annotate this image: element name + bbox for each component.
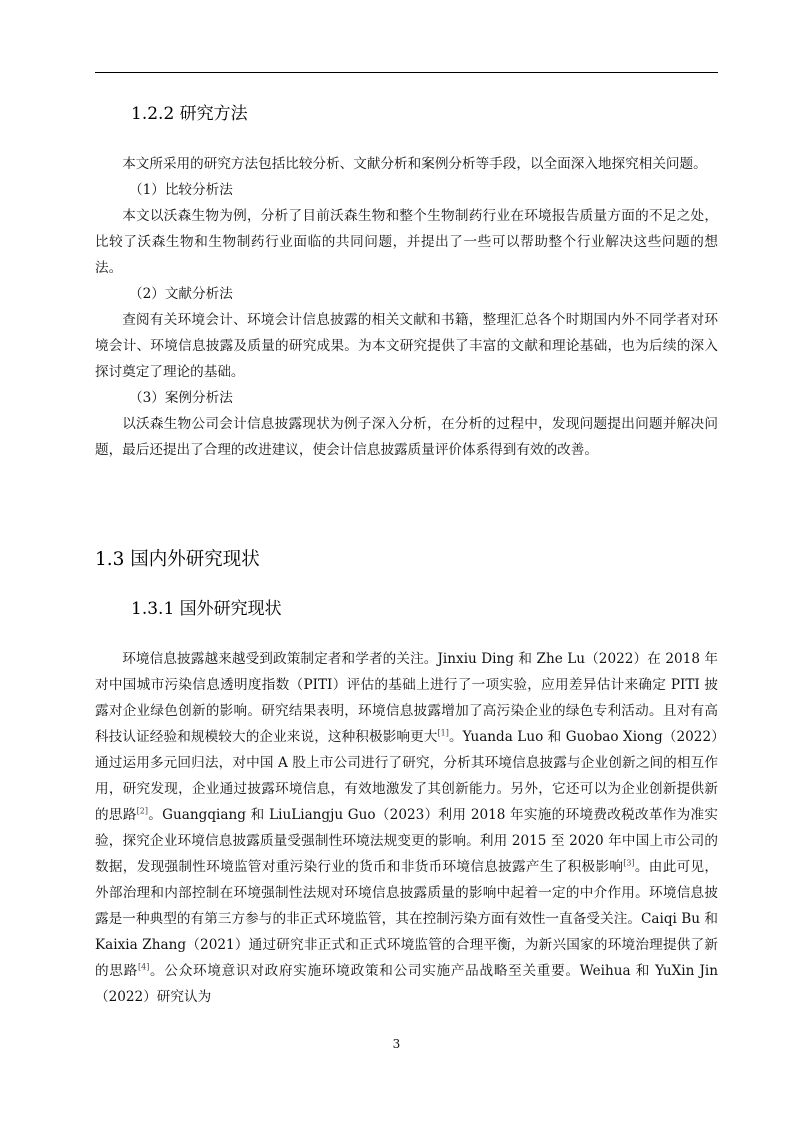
methods-intro: 本文所采用的研究方法包括比较分析、文献分析和案例分析等手段，以全面深入地探究相关问题。: [122, 156, 707, 172]
header-rule: [95, 72, 718, 73]
citation-1: [1]: [437, 728, 449, 738]
foreign-text-5: 。公众环境意识对政府实施环境政策和公司实施产品战略至关重要。Weihua 和 YuXin Jin（2022）研究认为: [95, 963, 719, 1005]
foreign-text-2: 。Yuanda Luo 和 Guobao Xiong（2022）通过运用多元回归法，对中国 A 股上市公司进行了研究，分析其环境信息披露与企业创新之间的相互作用，研究发现，企业通过披露环境信息，有效地激发了其创新能力。另外，它还可以为企业创新提供新的思路: [95, 729, 718, 823]
methods-body: [95, 151, 718, 463]
section-heading-1-2-2: 1.2.2 研究方法: [131, 104, 248, 124]
method-2-text: 查阅有关环境会计、环境会计信息披露的相关文献和书籍，整理汇总各个时期国内外不同学者对环境会计、环境信息披露及质量的研究成果。为本文研究提供了丰富的文献和理论基础，也为后续的深入探讨奠定了理论的基础。: [95, 312, 718, 380]
method-1-text: 本文以沃森生物为例，分析了目前沃森生物和整个生物制药行业在环境报告质量方面的不足之处，比较了沃森生物和生物制药行业面临的共同问题，并提出了一些可以帮助整个行业解决这些问题的想法。: [95, 208, 718, 276]
foreign-text-4: 。由此可见，外部治理和内部控制在环境强制性法规对环境信息披露质量的影响中起着一定的中介作用。环境信息披露是一种典型的有第三方参与的非正式环境监管，其在控制污染方面有效性一直备受关注。Caiqi Bu 和 Kaixia Zhang（2021）通过研究非正式和正式环境监管的合理平衡，为新兴国家的环境治理提供了新的思路: [95, 859, 719, 979]
citation-2: [2]: [136, 806, 148, 816]
foreign-text-1: 环境信息披露越来越受到政策制定者和学者的关注。Jinxiu Ding 和 Zhe Lu（2022）在 2018 年对中国城市污染信息透明度指数（PITI）评估的基础上进行了一项实验，应用差异估计来确定 PITI 披露对企业绿色创新的影响。研究结果表明，环境信息披露增加了高污染企业的绿色专利活动。且对有高科技认证经验和规模较大的企业来说，这种积极影响更大: [95, 651, 718, 745]
foreign-research-paragraph: [95, 646, 718, 1010]
section-heading-1-3: 1.3 国内外研究现状: [95, 549, 260, 570]
page-number: 3: [392, 1037, 401, 1051]
foreign-research-body: [95, 646, 718, 1010]
citation-4: [4]: [137, 962, 150, 972]
section-heading-1-3-1: 1.3.1 国外研究现状: [131, 599, 282, 619]
method-3-text: 以沃森生物公司会计信息披露现状为例子深入分析，在分析的过程中，发现问题提出问题并解决问题，最后还提出了合理的改进建议，使会计信息披露质量评价体系得到有效的改善。: [95, 416, 718, 458]
method-3-title: （3）案例分析法: [129, 390, 233, 406]
method-2-title: （2）文献分析法: [129, 286, 233, 302]
method-1-title: （1）比较分析法: [129, 182, 233, 198]
citation-3: [3]: [623, 858, 635, 868]
foreign-text-3: 。Guangqiang 和 LiuLiangju Guo（2023）利用 2018 年实施的环境费改税改革作为准实验，探究企业环境信息披露质量受强制性环境法规变更的影响。利用 2015 至 2020 年中国上市公司的数据，发现强制性环境监管对重污染行业的货币和非货币环境信息披露产生了积极影响: [95, 807, 718, 875]
